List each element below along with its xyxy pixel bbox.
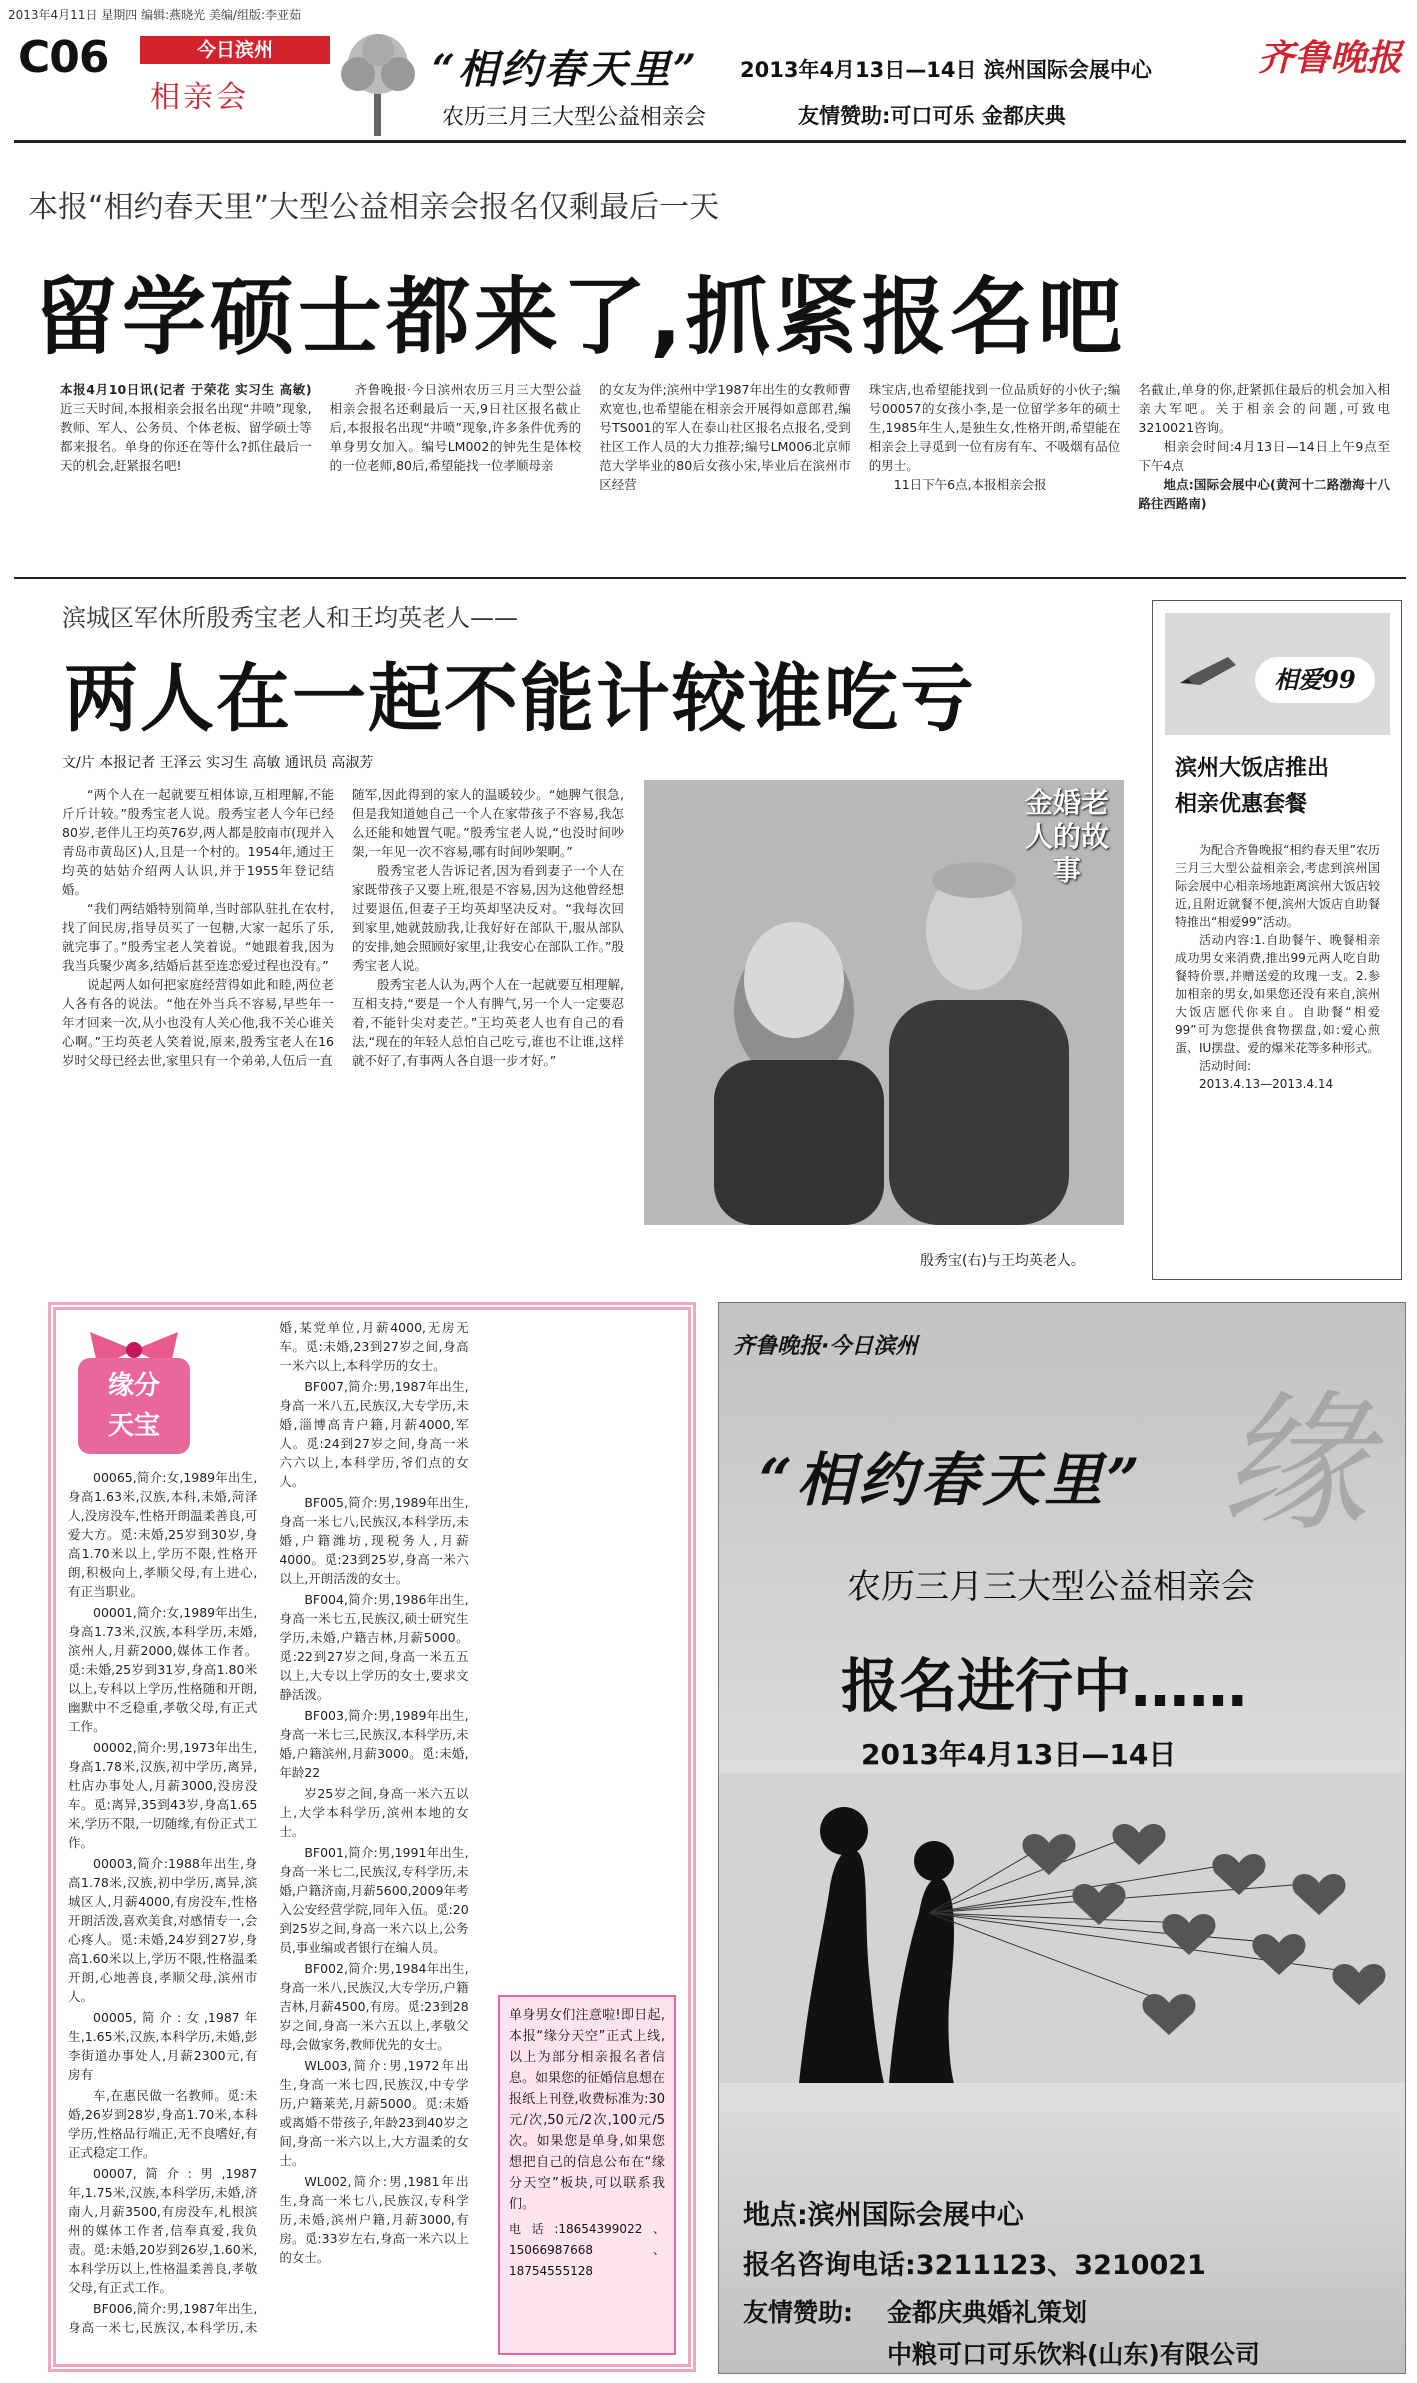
couple-balloons-illustration [719,1773,1406,2083]
story1-column-5 [1138,380,1390,560]
promo-title: “相约春天里” [759,1446,1144,1514]
listing-entry: 00001,简介:女,1989年出生,身高1.73米,汉族,本科学历,未婚,滨州人,月薪2000,媒体工作者。觅:未婚,25岁到31岁,身高1.80米以上,专科以上学历,性格随和开朗,幽默中不乏稳重,孝敬父母,有正式工作。 [68,1605,258,1734]
story1-kicker: 本报“相约春天里”大型公益相亲会报名仅剩最后一天 [28,190,720,225]
promo-subtitle: 农历三月三大型公益相亲会 [847,1567,1255,1607]
story1-col1-text: 近三天时间,本报相亲会报名出现“井喷”现象,教师、军人、公务员、个体老板、留学硕士等都来报名。单身的你还在等什么?抓住最后一天的机会,赶紧报名吧! [60,401,312,473]
listing-entry: BF001,简介:男,1991年出生,身高一米七二,民族汉,专科学历,未婚,户籍济南,月薪5600,2009年考入公安经营学院,同年入伍。觅:20到25岁之间,身高一米六以上,公务员,事业编或者银行在编人员。 [279,1845,469,1955]
event-subtitle: 农历三月三大型公益相亲会 [442,105,707,130]
listing-entry: 车,在惠民做一名教师。觅:未婚,26岁到28岁,身高1.70米,本科学历,性格品行端正,无不良嗜好,有正式稳定工作。 [68,2088,258,2160]
story2-byline: 文/片 本报记者 王泽云 实习生 高敏 通讯员 高淑芳 [62,755,374,771]
story1-column-2: 齐鲁晚报·今日滨州农历三月三大型公益相亲会报名还剩最后一天,9日社区报名截止后,本报报名出现“井喷”现象,许多条件优秀的单身男女加入。编号LM002的钟先生是体校的一位老师,80后,希望能找一位孝顺母亲 [329,382,582,473]
listing-entry: 00003,简介:1988年出生,身高1.78米,汉族,初中学历,离异,滨城区人,月薪4000,有房没车,性格开朗活泼,喜欢美食,对感情专一,会心疼人。觅:未婚,24岁到27岁,身高1.60米以上,学历不限,性格温柔开朗,心地善良,孝顺父母,滨州市人。 [68,1856,258,2004]
yuanfen-badge-line-1: 缘分 [107,1371,160,1401]
yuanfen-badge-spacer [68,1318,208,1468]
story1-place: 地点:国际会展中心(黄河十二路渤海十八路往西路南) [1138,477,1390,511]
promo-deco-character: 缘 [1219,1378,1370,1552]
story1-column-4 [869,380,1121,560]
masthead-rule [14,140,1406,143]
promo-brand: 齐鲁晚报·今日滨州 [733,1334,918,1359]
promo-box [718,1302,1406,2374]
story2-para-2: “我们两结婚特别简单,当时部队驻扎在农村,找了间民房,指导员买了一包糖,大家一起乐了乐,就完事了。”殷秀宝老人笑着说。“她跟着我,因为我当兵聚少离多,结婚后甚至连恋爱过程也没有。” [62,901,334,973]
listing-entry: 00002,简介:男,1973年出生,身高1.78米,汉族,初中学历,离异,杜店办事处人,月薪3000,没房没车。觅:离异,35到43岁,身高1.65米,学历不限,一切随缘,有份正式工作。 [68,1740,258,1850]
section-name: 相亲会 [150,80,249,115]
yuanfen-notice-text: 单身男女们注意啦!即日起,本报“缘分天空”正式上线,以上为部分相亲报名者信息。如果您的征婚信息想在报纸上刊登,收费标准为:30元/次,50元/2次,100元/5次。如果您是单身,如果您想把自己的信息公布在“缘分天空”板块,可以联系我们。 [509,2008,666,2212]
promo-sponsor-2: 中粮可口可乐饮料(山东)有限公司 [887,2340,1260,2369]
promo-sponsor-1: 金都庆典婚礼策划 [887,2298,1088,2327]
yuanfen-notice-phones: 电话:18654399022、15066987668、18754555128 [509,2222,665,2278]
event-sponsors: 友情赞助:可口可乐 金都庆典 [798,104,1066,128]
story-divider [14,577,1406,579]
pencil-icon [1180,653,1240,693]
listing-entry: BF006,简介:男,1987年出生,身高一米七,民族汉,本科学历,未婚,某党单位,月薪4000,无房无车。觅:未婚,23到27岁之间,身高一米六以上,本科学历的女士。 [68,1320,469,2335]
listing-entry: BF007,简介:男,1987年出生,身高一米八五,民族汉,大专学历,未婚,淄博高青户籍,月薪4000,军人。觅:24到27岁之间,身高一米六六以上,本科学历,爷们点的女人。 [279,1379,469,1489]
story2-headline: 两人在一起不能计较谁吃亏 [64,656,976,742]
story2-para-5: 殷秀宝老人告诉记者,因为看到妻子一个人在家既带孩子又要上班,很是不容易,因为这他曾经想过要退伍,但妻子王均英却坚决反对。“我每次回到家里,她就鼓励我,让我好好在部队干,服从部队的安排,她会照顾好家里,让我安心在部队工作。”殷秀宝老人说。 [352,863,624,973]
event-date-place: 2013年4月13日—14日 滨州国际会展中心 [740,58,1152,82]
photo-caption: 殷秀宝(右)与王均英老人。 [920,1253,1085,1269]
promo-sponsor-label: 友情赞助: [743,2298,853,2327]
brand-logo: 齐鲁晚报 [1258,38,1403,79]
ad99-header [1165,613,1390,735]
listing-entry: BF004,简介:男,1986年出生,身高一米七五,民族汉,硕士研究生学历,未婚,户籍吉林,月薪5000。觅:22到27岁之间,身高一米五五以上,大专以上学历的女士,要求文静活泼。 [279,1592,469,1702]
ad99-time: 2013.4.13—2013.4.14 [1199,1077,1334,1091]
story1-column-1 [60,380,312,560]
promo-date: 2013年4月13日—14日 [861,1738,1177,1771]
section-tag: 今日滨州 [140,36,330,64]
listing-entry: BF002,简介:男,1984年出生,身高一米八,民族汉,大专学历,户籍吉林,月薪4500,有房。觅:23到28岁之间,身高一米六五以上,孝敬父母,会做家务,教师优先的女士。 [279,1961,469,2052]
story1-col5-text: 名截止,单身的你,赶紧抓住最后的机会加入相亲大军吧。关于相亲会的问题,可致电3210021咨询。 [1138,382,1390,435]
story1-time: 相亲会时间:4月13日—14日上午9点至下午4点 [1138,439,1390,473]
promo-status: 报名进行中…… [841,1652,1248,1720]
story2-para-1: “两个人在一起就要互相体谅,互相理解,不能斤斤计较。”殷秀宝老人说。殷秀宝老人今年已经80岁,老伴儿王均英76岁,两人都是胶南市(现并入青岛市黄岛区)人,且是一个村的。1954年,通过王均英的姑姑介绍两人认识,并于1955年登记结婚。 [62,787,334,897]
yuanfen-badge-line-2: 天宝 [107,1411,160,1441]
story1-col4b-text: 11日下午6点,本报相亲会报 [893,477,1047,492]
story1-lead: 本报4月10日讯(记者 于荣花 实习生 高敏) [60,382,312,397]
promo-place: 地点:滨州国际会展中心 [743,2200,1024,2231]
yuanfen-notice [498,1995,676,2355]
ad99-body [1175,841,1380,1093]
ad99-box [1152,600,1402,1280]
page-code: C06 [18,32,109,83]
story2-para-6: 殷秀宝老人认为,两个人在一起就要互相理解,互相支持,“要是一个人有脾气,另一个人一定要忍着,不能针尖对麦芒。”王均英老人也有自己的看法,“现在的年轻人总怕自己吃亏,谁也不让谁,这样就不好了,有事两人各自退一步才好。” [352,977,624,1068]
story2-column-1 [62,785,334,1280]
listing-entry: 00007,简介:男,1987年,1.75米,汉族,本科学历,未婚,济南人,月薪3500,有房没车,札根滨州的媒体工作者,信奉真爱,我负责。觅:未婚,20岁到26岁,1.60米,本科学历以上,性格温柔善良,孝敬父母,有正式工作。 [68,2166,258,2295]
ad99-para-2: 活动内容:1.自助餐午、晚餐相亲成功男女来消费,推出99元两人吃自助餐特价票,并赠送爱的玫瑰一支。2.参加相亲的男女,如果您还没有来自,滨州大饭店愿代你来自。自助餐“相爱99”可为您提供食物摆盘,如:爱心煎蛋、IU摆盘、爱的爆米花等多种形式。 [1175,933,1380,1055]
listing-entry: WL003,简介:男,1972年出生,身高一米七四,民族汉,中专学历,户籍莱芜,月薪5000。觅:未婚或离婚不带孩子,年龄23到40岁之间,身高一米六以上,大方温柔的女士。 [279,2058,469,2168]
listing-entry: BF005,简介:男,1989年出生,身高一米七八,民族汉,本科学历,未婚,户籍潍坊,现税务人,月薪4000。觅:23到25岁,身高一米六以上,开朗活泼的女士。 [279,1495,469,1586]
promo-phone: 报名咨询电话:3211123、3210021 [743,2250,1206,2281]
story1-col4-text: 珠宝店,也希望能找到一位品质好的小伙子;编号00057的女孩小李,是一位留学多年的硕士生,1985年生人,是独生女,性格开朗,希望能在相亲会上寻觅到一位有房有车、不吸烟有品位的男士。 [868,382,1121,473]
story2-column-2 [352,785,624,1280]
story2-photo [644,780,1124,1225]
ad99-title-1: 滨州大饭店推出 [1175,756,1330,781]
listing-entry: 岁25岁之间,身高一米六五以上,大学本科学历,滨州本地的女士。 [279,1786,469,1839]
listing-entry: WL002,简介:男,1981年出生,身高一米七八,民族汉,专科学历,未婚,滨州户籍,月薪3000,有房。觅:33岁左右,身高一米六以上的女士。 [279,2174,469,2265]
masthead-meta: 2013年4月11日 星期四 编辑:燕晓光 美编/组版:李亚茹 [8,8,302,22]
photo-tag: 金婚老人的故事 [1024,786,1109,887]
tree-illustration [330,26,425,136]
listing-entry: BF003,简介:男,1989年出生,身高一米七三,民族汉,本科学历,未婚,户籍滨州,月薪3000。觅:未婚,年龄22 [279,1708,469,1780]
story2-para-3: 说起两人如何把家庭经营得如此和睦,两位老人各有各的说法。“他在外当兵不容易,早些年一年才回来一次,从小也没有人关心他,我不关心谁关心啊。”王均英老人笑着说,原来,殷秀宝老人在16岁时父母已经去世,家里只有一个弟弟,人伍后一直 [62,977,334,1068]
listing-entry: 00005,简介:女,1987年生,1.65米,汉族,本科学历,未婚,彭李街道办事处人,月薪2300元,有房有 [68,2010,258,2082]
event-title: “相约春天里” [432,46,700,93]
ad99-para-1: 为配合齐鲁晚报“相约春天里”农历三月三大型公益相亲会,考虑到滨州国际会展中心相亲场地距离滨州大饭店较近,且附近就餐不便,滨州大饭店自助餐特推出“相爱99”活动。 [1175,843,1380,929]
ad99-badge: 相爱99 [1255,657,1375,703]
listing-entry: 00065,简介:女,1989年出生,身高1.63米,汉族,本科,未婚,菏泽人,没房没车,性格开朗温柔善良,可爱大方。觅:未婚,25岁到30岁,身高1.70米以上,学历不限,性格开朗,积极向上,孝顺父母,有上进心,有正当职业。 [68,1470,258,1599]
story1-headline: 留学硕士都来了,抓紧报名吧 [34,268,1126,366]
ad99-title-2: 相亲优惠套餐 [1175,792,1308,817]
story2-kicker: 滨城区军休所殷秀宝老人和王均英老人—— [62,604,518,632]
story2-para-4: 随军,因此得到的家人的温暖较少。“她脾气很急,但是我知道她自己一个人在家带孩子不容易,我怎么还能和她置气呢。”殷秀宝老人说,“也没时间吵架,一年见一次不容易,哪有时间吵架啊。” [352,787,624,859]
story1-column-3: 的女友为伴;滨州中学1987年出生的女教师曹欢宽也,也希望能在相亲会开展得如意郎君,编号TS001的军人在泰山社区报名点报名,受到社区工作人员的大力推荐;编号LM006北京师范大学毕业的80后女孩小宋,毕业后在滨州市区经营 [599,382,851,492]
ad99-time-label: 活动时间: [1199,1059,1252,1073]
